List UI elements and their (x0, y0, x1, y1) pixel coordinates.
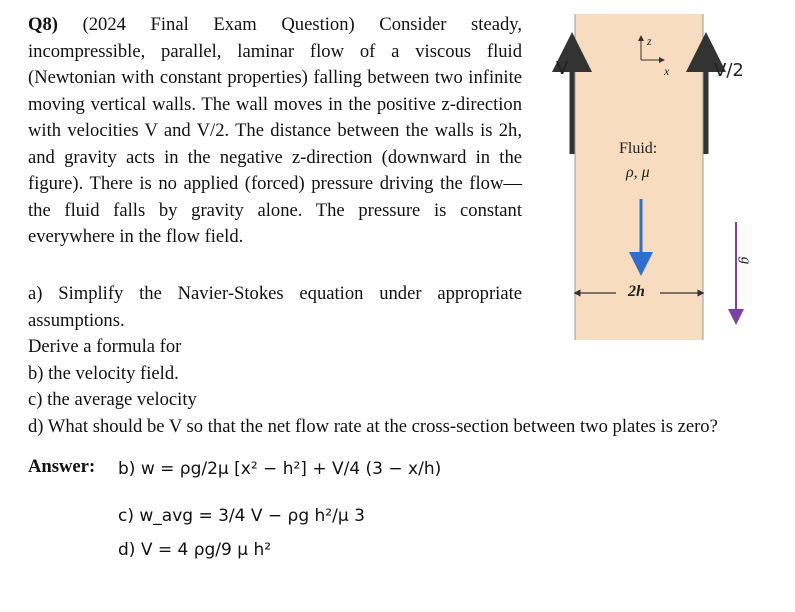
answer-d: d) V = 4 ρg/9 μ h² (118, 540, 272, 560)
part-c: c) the average velocity (28, 389, 197, 410)
gap-label: 2h (628, 283, 645, 300)
right-wall-label: V/2 (714, 60, 744, 81)
z-axis-label: z (647, 34, 652, 48)
fluid-label: Fluid: (619, 140, 658, 157)
flow-figure (548, 14, 768, 344)
question-body: (2024 Final Exam Question) Consider steady, incompressible, parallel, laminar flow of a viscous fluid (Newtonian with constant properties) falling between two infinite moving vertical walls. The wall moves in the positive z-direction with velocities V and V/2. The distance between the walls is 2h, and gravity acts in the negative z-direction (downward in the figure). There is no applied (forced) pressure driving the flow—the fluid falls by gravity alone. The pressure is constant everywhere in the flow field. (28, 14, 522, 247)
derive-intro: Derive a formula for (28, 336, 182, 357)
answer-c: c) w_avg = 3/4 V − ρg h²/μ 3 (118, 506, 365, 526)
part-d: d) What should be V so that the net flow rate at the cross-section between two plates is zero? (28, 415, 718, 437)
left-wall-label: V (556, 58, 569, 79)
fluid-properties: ρ, μ (626, 164, 650, 181)
part-a: a) Simplify the Navier-Stokes equation under appropriate assumptions. (28, 283, 522, 331)
part-b: b) the velocity field. (28, 362, 179, 384)
answer-b: b) w = ρg/2μ [x² − h²] + V/4 (3 − x/h) (118, 459, 442, 479)
problem-statement (28, 12, 522, 251)
gravity-label: g (737, 256, 754, 265)
question-number: Q8) (28, 14, 58, 35)
answer-label: Answer: (28, 456, 96, 477)
x-axis-label: x (664, 64, 670, 78)
